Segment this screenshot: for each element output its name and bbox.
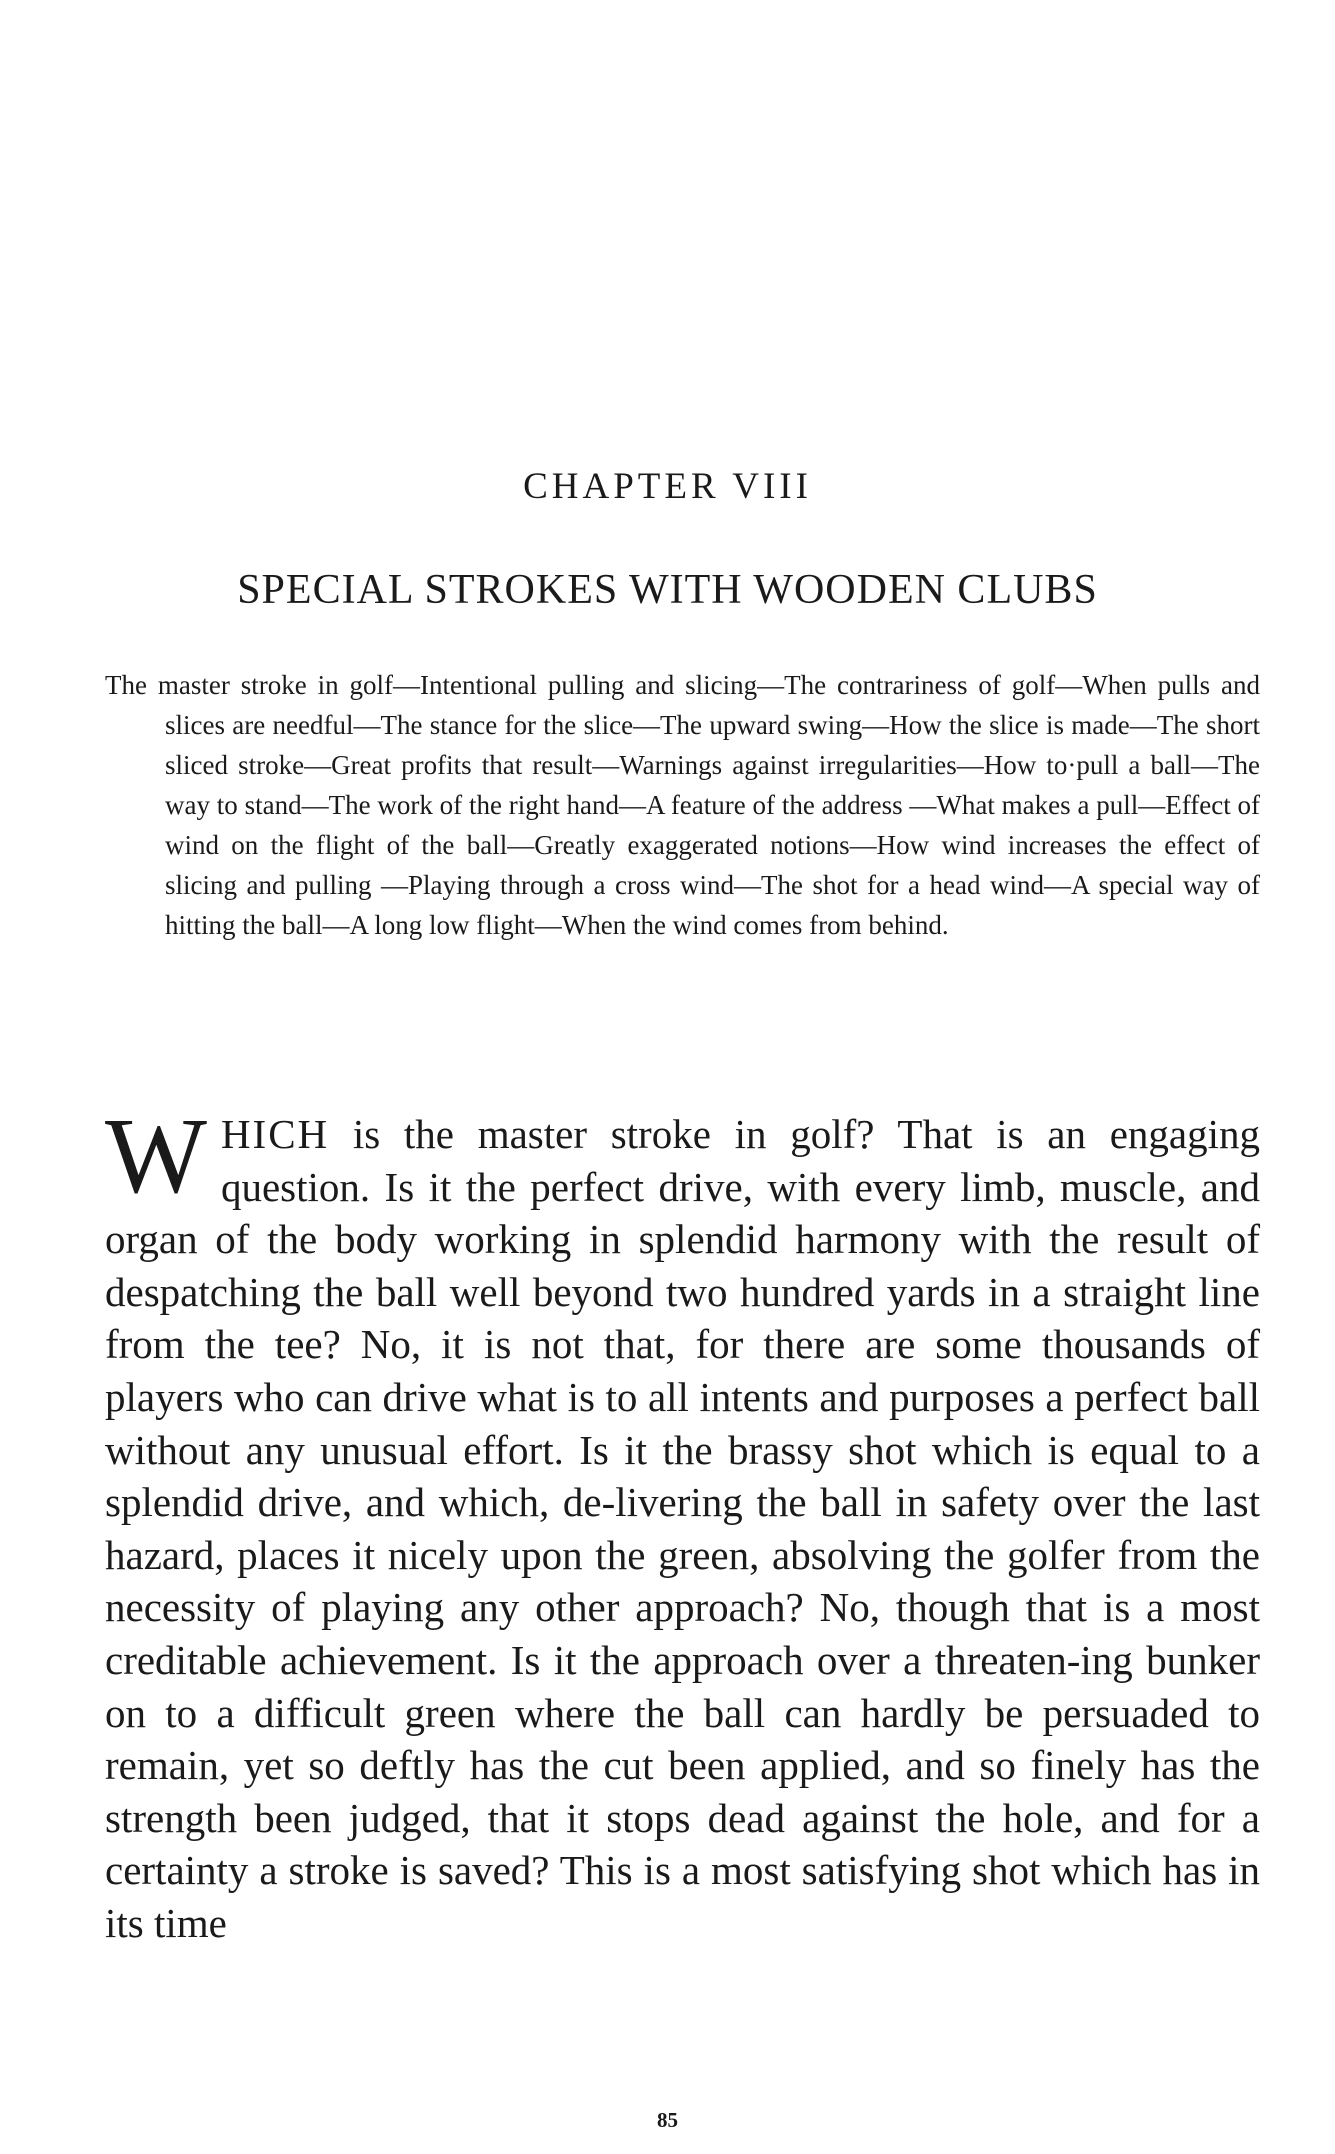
chapter-title: SPECIAL STROKES WITH WOODEN CLUBS [237,567,1098,613]
body-paragraph [105,1097,1260,1950]
lead-word: HICH [220,1111,330,1157]
page-number: 85 [657,2108,678,2132]
paragraph-text: is the master stroke in golf? That is an engaging question. Is it the perfect drive, with every limb, muscle, and organ of the body working in splendid harmony with the result of despatching the ball well beyond two hundred yards in a straight line from the tee? No, it is not that, for there are some thousands of players who can drive what is to all intents and purposes a perfect ball without any unusual effort. Is it the brassy shot which is equal to a splendid drive, and which, de-livering the ball in safety over the last hazard, places it nicely upon the green, absolving the golfer from the necessity of playing any other approach? No, though that is a most creditable achievement. Is it the approach over a threaten-ing bunker on to a difficult green where the ball can hardly be persuaded to remain, yet so deftly has the cut been applied, and so finely has the strength been judged, that it stops dead against the hole, and for a certainty a stroke is saved? This is a most satisfying shot which has in its time [105,1111,1260,1946]
drop-cap: W [105,1097,207,1216]
chapter-label: CHAPTER VIII [523,466,812,507]
chapter-synopsis: The master stroke in golf—Intentional pulling and slicing—The contrariness of golf—When pulls and slices are needful—The stance for the slice—The upward swing—How the slice is made—The short sliced stroke—Great profits that result—Warnings against irregularities—How to·pull a ball—The way to stand—The work of the right hand—A feature of the address —What makes a pull—Effect of wind on the flight of the ball—Greatly exaggerated notions—How wind increases the effect of slicing and pulling —Playing through a cross wind—The shot for a head wind—A special way of hitting the ball—A long low flight—When the wind comes from behind. [105,670,1260,940]
